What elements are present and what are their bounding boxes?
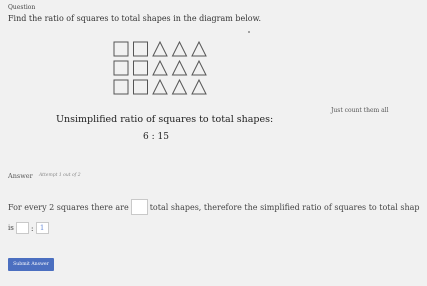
square-shape (134, 80, 148, 94)
attempt-counter: Attempt 1 out of 2 (39, 173, 81, 178)
square-shape (134, 42, 148, 56)
ratio-second-input[interactable]: 1 (36, 222, 49, 234)
square-shape (134, 61, 148, 75)
answer-title: Answer (8, 172, 33, 180)
ratio-colon: : (30, 223, 34, 233)
sentence-end: total shapes, therefore the simplified ratio of squares to total shap (149, 202, 420, 212)
triangle-shape (192, 42, 206, 56)
ratio-first-input[interactable] (16, 222, 29, 234)
decorative-dot (248, 31, 250, 33)
unsimplified-ratio-label: Unsimplified ratio of squares to total shapes: (56, 114, 274, 125)
triangle-shape (173, 61, 187, 75)
triangle-shape (192, 61, 206, 75)
unsimplified-ratio-value: 6 : 15 (143, 132, 169, 142)
question-text: Find the ratio of squares to total shapes in the diagram below. (8, 14, 262, 23)
triangle-shape (173, 42, 187, 56)
total-shapes-input[interactable] (131, 199, 148, 215)
square-shape (114, 61, 128, 75)
question-label: Question (8, 4, 36, 11)
simplified-ratio-row (8, 222, 51, 234)
shapes-diagram (112, 40, 212, 98)
submit-answer-button[interactable]: Submit Answer (8, 258, 54, 271)
triangle-shape (153, 80, 167, 94)
triangle-shape (192, 80, 206, 94)
square-shape (114, 42, 128, 56)
hint-text: Just count them all (331, 107, 389, 114)
is-label: is (8, 224, 14, 232)
sentence-start: For every 2 squares there are (8, 202, 129, 212)
triangle-shape (153, 42, 167, 56)
square-shape (114, 80, 128, 94)
triangle-shape (173, 80, 187, 94)
triangle-shape (153, 61, 167, 75)
answer-sentence (8, 199, 420, 215)
